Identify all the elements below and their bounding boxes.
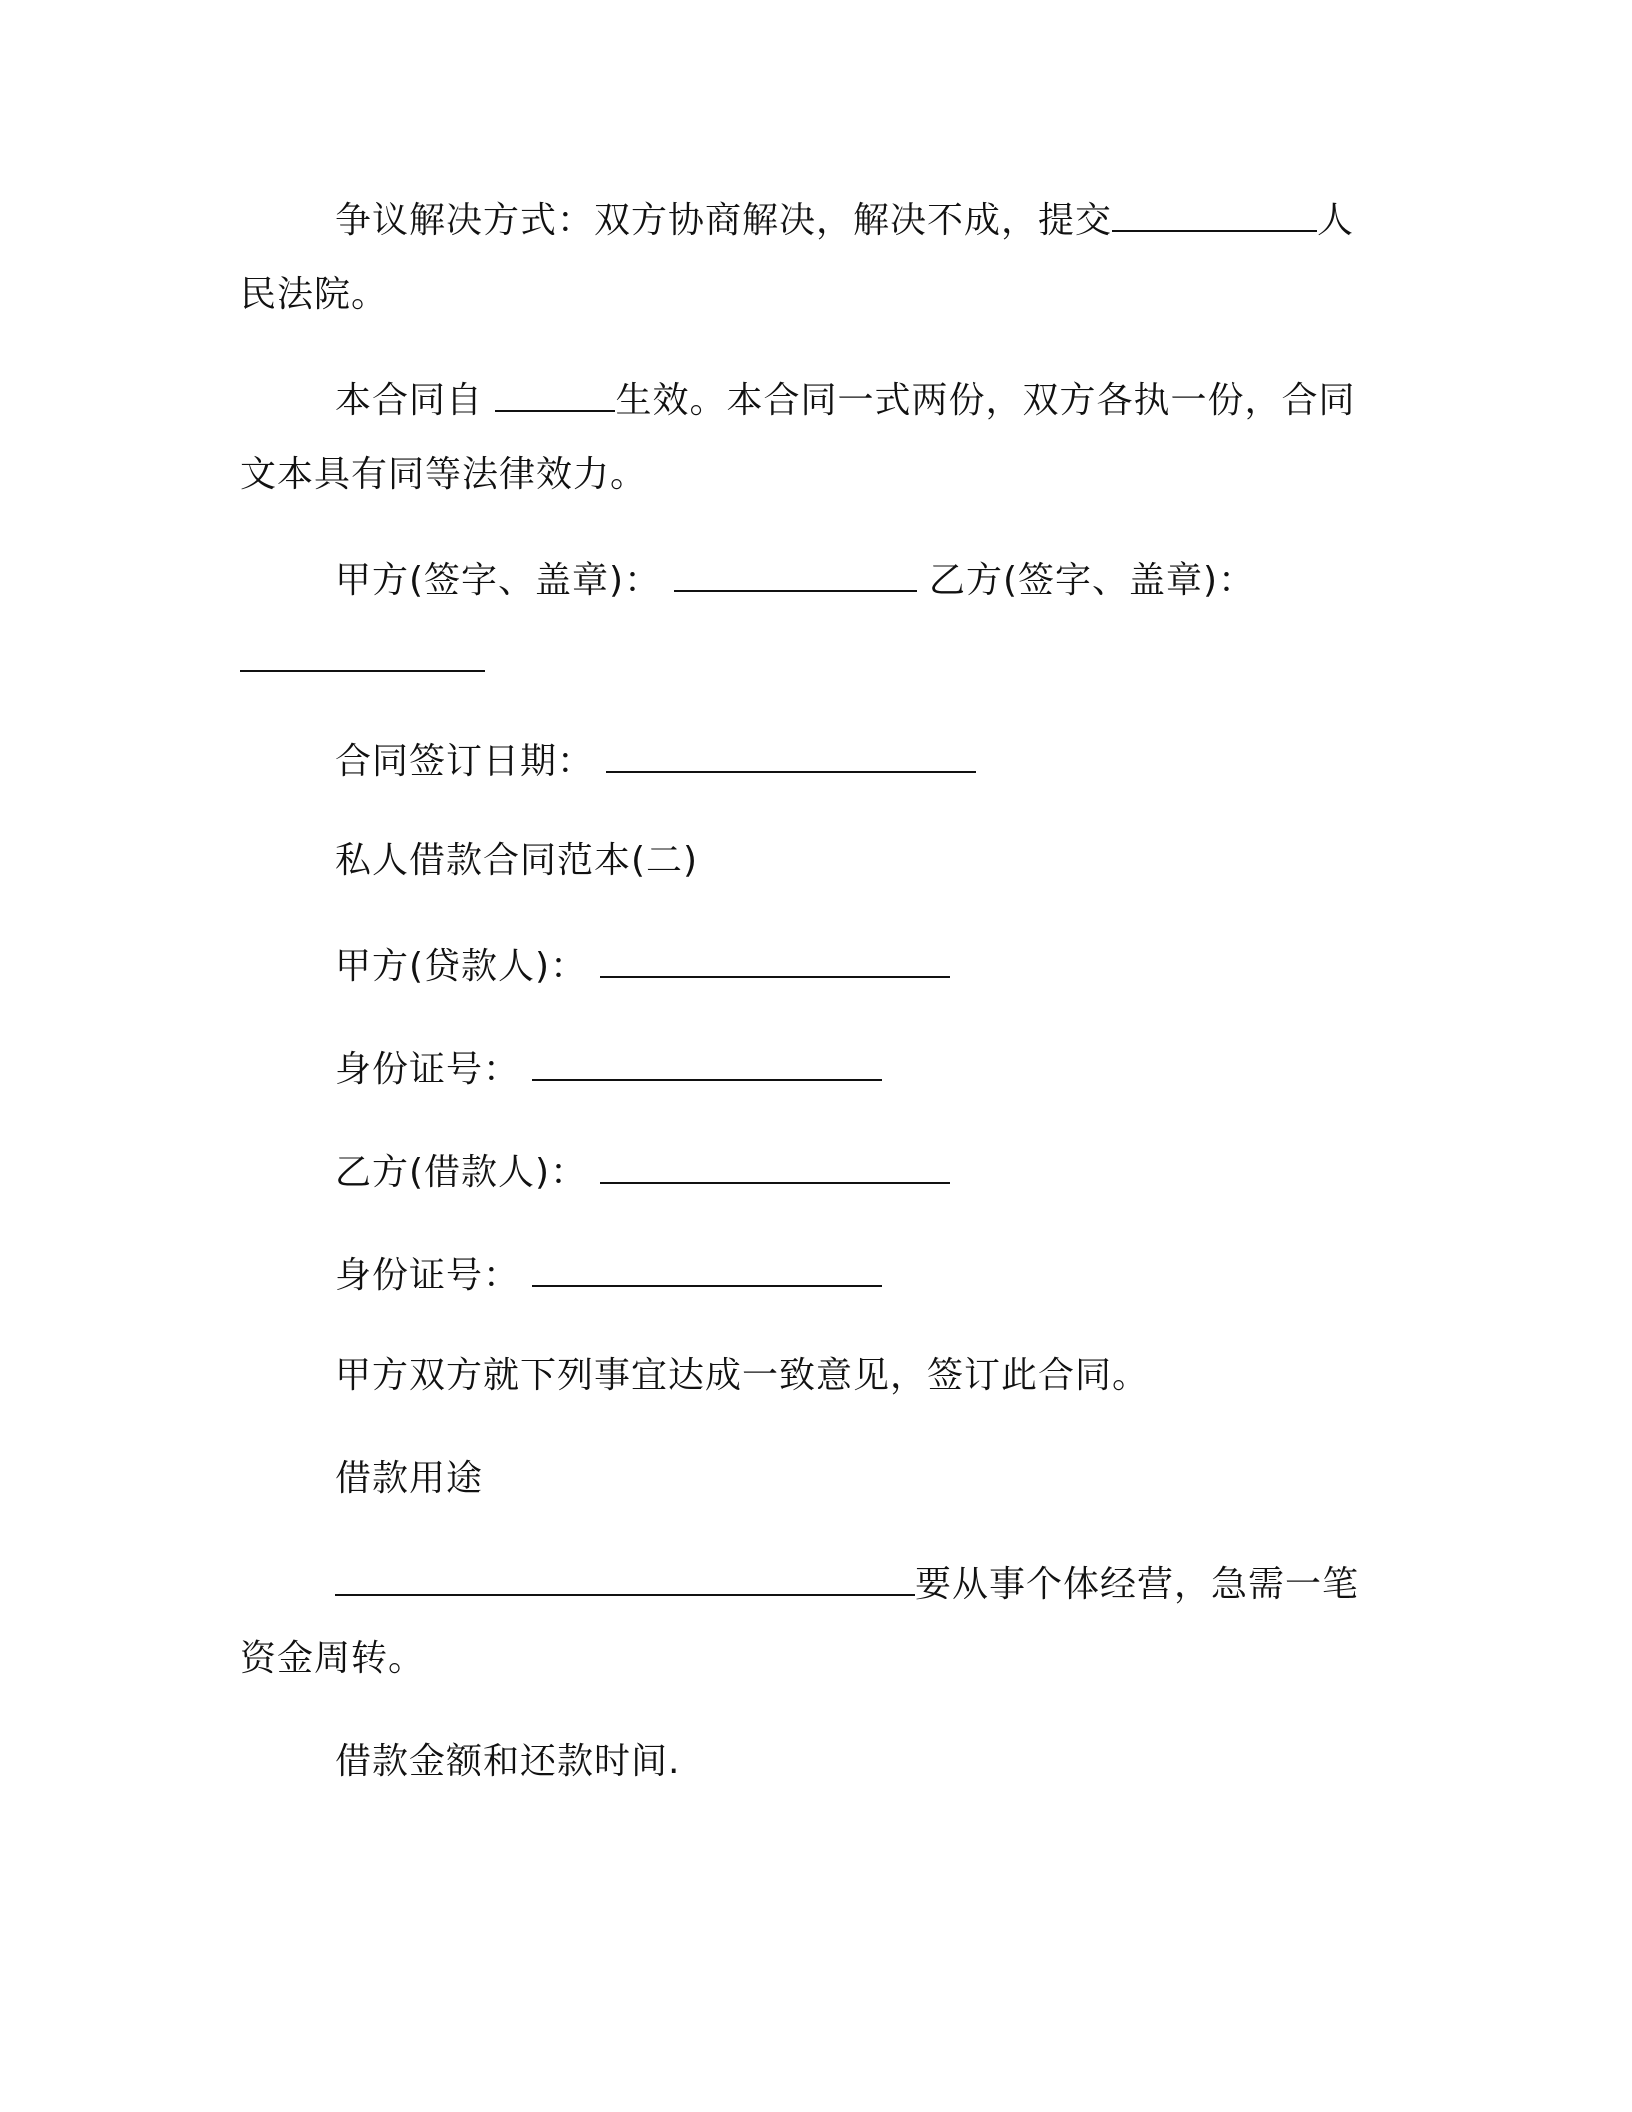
purpose-blank — [335, 1560, 915, 1596]
purpose-heading — [335, 1457, 483, 1501]
effective-date-blank — [495, 376, 615, 412]
sign-date-blank — [606, 737, 976, 773]
borrower-id-line — [335, 1251, 882, 1298]
dispute-line-2 — [240, 273, 388, 317]
effective-line-1 — [335, 376, 1355, 423]
lender-id-line — [335, 1045, 882, 1092]
party-b-signature-blank — [240, 636, 485, 672]
dispute-text-cont: 民法院。 — [240, 274, 389, 315]
court-blank — [1112, 196, 1317, 232]
borrower-blank — [600, 1148, 950, 1184]
amount-heading-text: 借款金额和还款时间. — [335, 1741, 681, 1782]
dispute-text-end: 人 — [1317, 200, 1355, 241]
lender-id-label: 身份证号： — [335, 1049, 521, 1090]
purpose-text: 要从事个体经营，急需一笔 — [915, 1564, 1360, 1605]
contract-title — [335, 839, 698, 883]
signature-line-2 — [240, 636, 485, 683]
lender-id-blank — [532, 1045, 882, 1081]
contract-title-text: 私人借款合同范本(二) — [335, 840, 699, 881]
purpose-heading-text: 借款用途 — [335, 1458, 484, 1499]
lender-line — [335, 942, 950, 989]
effective-text-end: 文本具有同等法律效力。 — [240, 454, 648, 495]
amount-heading — [335, 1740, 680, 1784]
effective-text-mid: 生效。本合同一式两份，双方各执一份，合同 — [615, 380, 1356, 421]
effective-line-2 — [240, 453, 647, 497]
party-a-signature-label: 甲方(签字、盖章)： — [335, 560, 662, 601]
dispute-line-1 — [335, 196, 1354, 243]
lender-blank — [600, 942, 950, 978]
purpose-line-1 — [335, 1560, 1359, 1607]
effective-text: 本合同自 — [335, 380, 484, 421]
borrower-label: 乙方(借款人)： — [335, 1152, 588, 1193]
sign-date-line — [335, 737, 976, 784]
agreement-text: 甲方双方就下列事宜达成一致意见，签订此合同。 — [335, 1355, 1150, 1396]
sign-date-label: 合同签订日期： — [335, 741, 595, 782]
party-a-signature-blank — [674, 556, 917, 592]
purpose-text-end: 资金周转。 — [240, 1638, 426, 1679]
purpose-line-2 — [240, 1637, 425, 1681]
borrower-id-label: 身份证号： — [335, 1255, 521, 1296]
party-b-signature-label: 乙方(签字、盖章)： — [929, 560, 1256, 601]
agreement-line — [335, 1354, 1149, 1398]
borrower-id-blank — [532, 1251, 882, 1287]
dispute-text: 争议解决方式：双方协商解决，解决不成，提交 — [335, 200, 1113, 241]
lender-label: 甲方(贷款人)： — [335, 946, 588, 987]
borrower-line — [335, 1148, 950, 1195]
signature-line — [335, 556, 1255, 603]
